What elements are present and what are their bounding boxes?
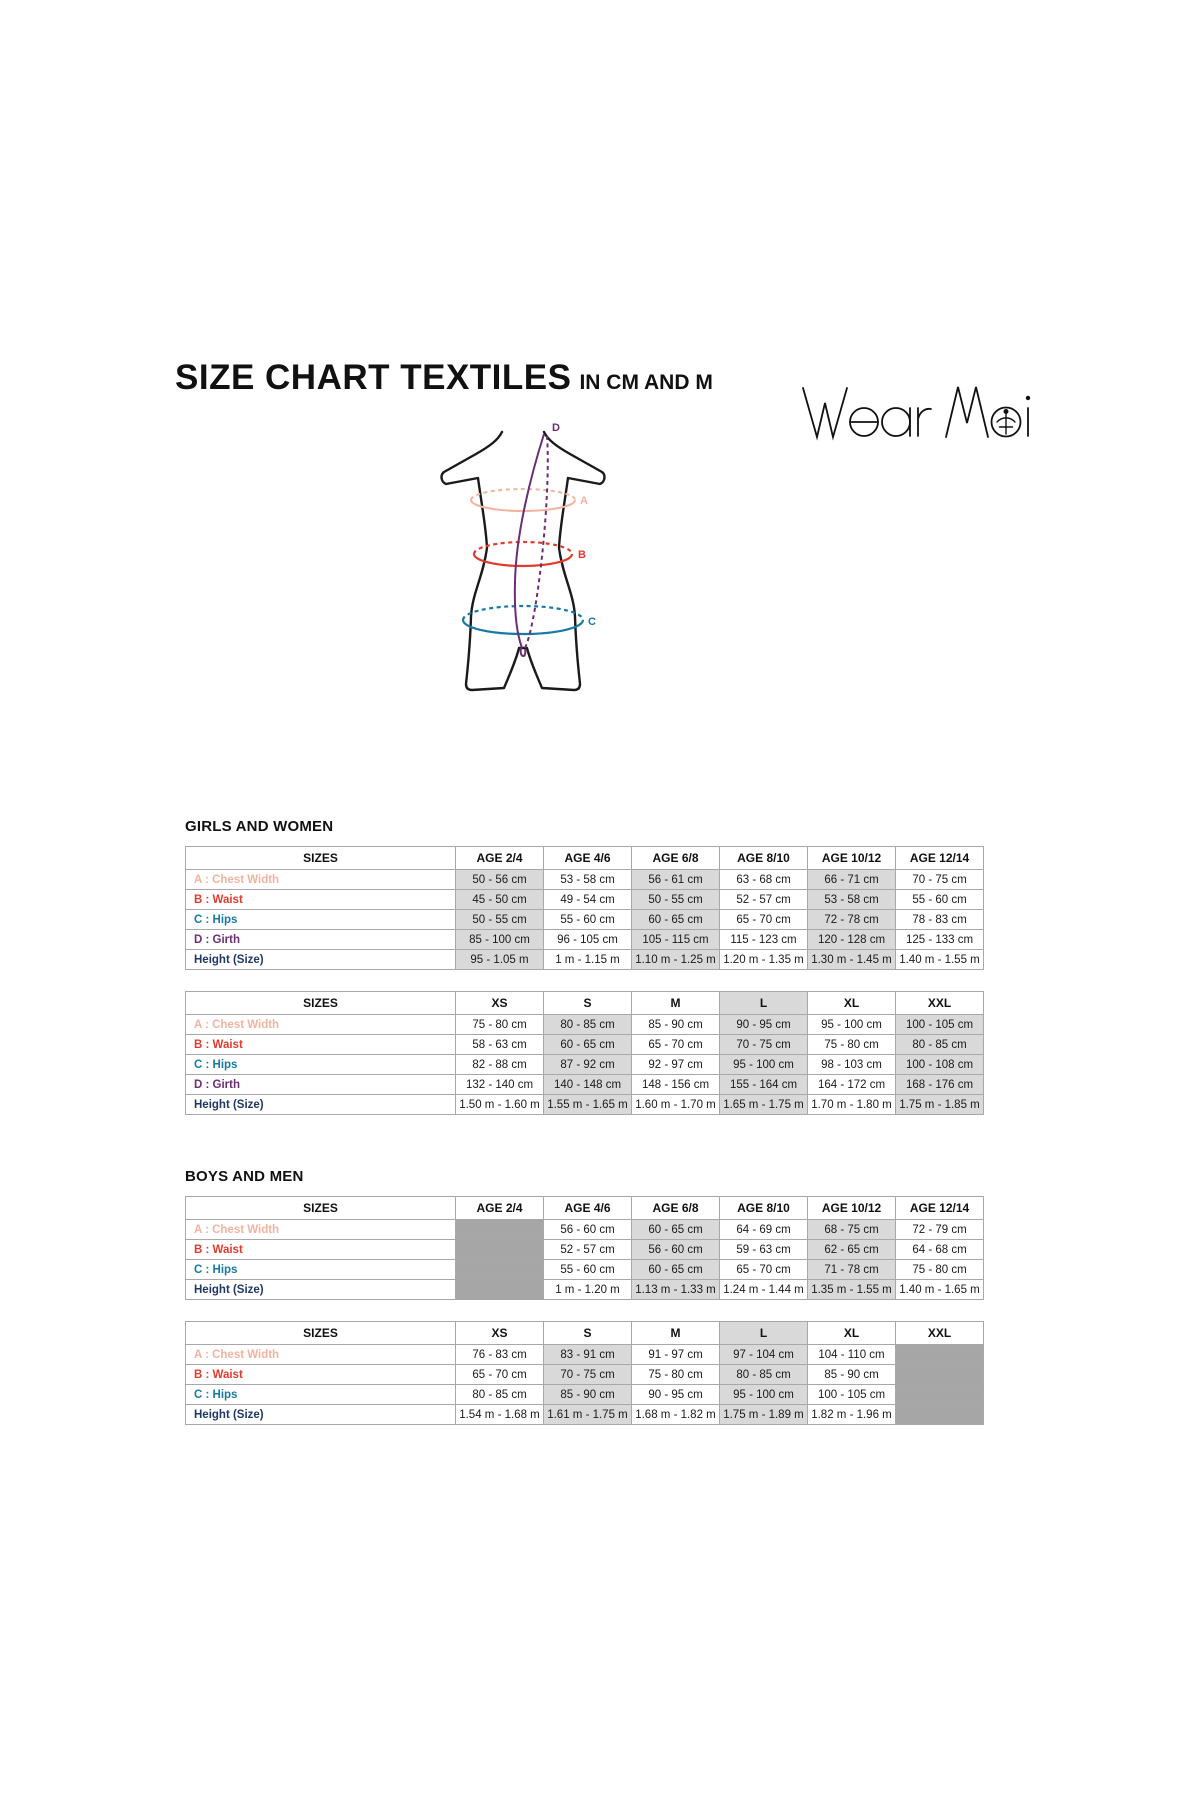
value-cell: 92 - 97 cm xyxy=(632,1055,720,1075)
value-cell: 1.10 m - 1.25 m xyxy=(632,950,720,970)
value-cell: 1 m - 1.15 m xyxy=(544,950,632,970)
value-cell: 63 - 68 cm xyxy=(720,870,808,890)
girth-label: D xyxy=(552,422,560,434)
logo-letter-w xyxy=(803,388,847,437)
value-cell: 1.68 m - 1.82 m xyxy=(632,1405,720,1425)
value-cell: 56 - 61 cm xyxy=(632,870,720,890)
value-cell: 155 - 164 cm xyxy=(720,1075,808,1095)
value-cell: 1.60 m - 1.70 m xyxy=(632,1095,720,1115)
column-header-cell: XXL xyxy=(896,1322,984,1345)
value-cell: 75 - 80 cm xyxy=(896,1260,984,1280)
column-header-cell: XL xyxy=(808,992,896,1015)
value-cell: 50 - 55 cm xyxy=(456,910,544,930)
value-cell: 1.30 m - 1.45 m xyxy=(808,950,896,970)
value-cell: 52 - 57 cm xyxy=(720,890,808,910)
value-cell: 85 - 90 cm xyxy=(632,1015,720,1035)
value-cell: 1.50 m - 1.60 m xyxy=(456,1095,544,1115)
value-cell: 56 - 60 cm xyxy=(632,1240,720,1260)
value-cell xyxy=(896,1365,984,1385)
value-cell: 1.13 m - 1.33 m xyxy=(632,1280,720,1300)
value-cell: 80 - 85 cm xyxy=(896,1035,984,1055)
row-label: A : Chest Width xyxy=(186,1345,456,1365)
value-cell: 52 - 57 cm xyxy=(544,1240,632,1260)
table-row xyxy=(186,910,984,930)
row-label: A : Chest Width xyxy=(186,1220,456,1240)
column-header-cell: AGE 6/8 xyxy=(632,1197,720,1220)
value-cell: 100 - 105 cm xyxy=(896,1015,984,1035)
value-cell: 148 - 156 cm xyxy=(632,1075,720,1095)
value-cell: 60 - 65 cm xyxy=(632,1260,720,1280)
section-heading-girls: GIRLS AND WOMEN xyxy=(185,818,334,835)
waist-label: B xyxy=(578,549,586,561)
row-label: A : Chest Width xyxy=(186,1015,456,1035)
table-row xyxy=(186,1365,984,1385)
sizes-header-cell: SIZES xyxy=(186,847,456,870)
table-row xyxy=(186,950,984,970)
value-cell: 1.40 m - 1.55 m xyxy=(896,950,984,970)
value-cell: 100 - 105 cm xyxy=(808,1385,896,1405)
row-label: C : Hips xyxy=(186,910,456,930)
value-cell: 105 - 115 cm xyxy=(632,930,720,950)
value-cell: 132 - 140 cm xyxy=(456,1075,544,1095)
value-cell: 53 - 58 cm xyxy=(808,890,896,910)
table-row xyxy=(186,870,984,890)
sizes-header-cell: SIZES xyxy=(186,1322,456,1345)
table-row xyxy=(186,930,984,950)
value-cell: 45 - 50 cm xyxy=(456,890,544,910)
value-cell: 71 - 78 cm xyxy=(808,1260,896,1280)
column-header-cell: XL xyxy=(808,1322,896,1345)
page-title: SIZE CHART TEXTILES xyxy=(175,358,572,397)
value-cell: 53 - 58 cm xyxy=(544,870,632,890)
value-cell: 80 - 85 cm xyxy=(720,1365,808,1385)
logo-letter-a xyxy=(882,408,910,436)
column-header-cell: M xyxy=(632,1322,720,1345)
row-label: B : Waist xyxy=(186,1035,456,1055)
value-cell: 87 - 92 cm xyxy=(544,1055,632,1075)
value-cell: 85 - 100 cm xyxy=(456,930,544,950)
value-cell: 1.65 m - 1.75 m xyxy=(720,1095,808,1115)
column-header-cell: XXL xyxy=(896,992,984,1015)
logo-letter-r xyxy=(918,408,931,436)
value-cell: 95 - 100 cm xyxy=(808,1015,896,1035)
women-sizes-table xyxy=(185,991,984,1115)
section-boys-and-men xyxy=(185,1168,985,1425)
body-outline xyxy=(442,432,605,690)
brand-logo-svg xyxy=(800,380,1060,444)
section-girls-and-women xyxy=(185,818,985,1115)
value-cell: 104 - 110 cm xyxy=(808,1345,896,1365)
brand-logo xyxy=(800,380,1060,444)
value-cell xyxy=(456,1260,544,1280)
value-cell: 50 - 56 cm xyxy=(456,870,544,890)
chest-label: A xyxy=(580,495,588,507)
value-cell: 1.75 m - 1.85 m xyxy=(896,1095,984,1115)
value-cell: 1.54 m - 1.68 m xyxy=(456,1405,544,1425)
sizes-header-cell: SIZES xyxy=(186,1197,456,1220)
sizes-header-cell: SIZES xyxy=(186,992,456,1015)
header-row xyxy=(186,992,984,1015)
value-cell: 96 - 105 cm xyxy=(544,930,632,950)
value-cell: 1 m - 1.20 m xyxy=(544,1280,632,1300)
chest-ellipse xyxy=(471,489,575,511)
value-cell: 65 - 70 cm xyxy=(720,910,808,930)
value-cell: 100 - 108 cm xyxy=(896,1055,984,1075)
value-cell: 95 - 100 cm xyxy=(720,1385,808,1405)
column-header-cell: AGE 8/10 xyxy=(720,1197,808,1220)
column-header-cell: AGE 4/6 xyxy=(544,1197,632,1220)
row-label: A : Chest Width xyxy=(186,870,456,890)
table-row xyxy=(186,1220,984,1240)
table-row xyxy=(186,1095,984,1115)
row-label: C : Hips xyxy=(186,1260,456,1280)
row-label: Height (Size) xyxy=(186,1405,456,1425)
value-cell: 1.82 m - 1.96 m xyxy=(808,1405,896,1425)
value-cell: 1.75 m - 1.89 m xyxy=(720,1405,808,1425)
value-cell: 80 - 85 cm xyxy=(544,1015,632,1035)
value-cell: 1.35 m - 1.55 m xyxy=(808,1280,896,1300)
column-header-cell: AGE 2/4 xyxy=(456,1197,544,1220)
row-label: B : Waist xyxy=(186,1365,456,1385)
column-header-cell: XS xyxy=(456,992,544,1015)
table-row xyxy=(186,1260,984,1280)
value-cell xyxy=(896,1385,984,1405)
value-cell: 60 - 65 cm xyxy=(632,1220,720,1240)
value-cell: 64 - 68 cm xyxy=(896,1240,984,1260)
value-cell: 70 - 75 cm xyxy=(896,870,984,890)
boys-ages-table xyxy=(185,1196,984,1300)
table-row xyxy=(186,1015,984,1035)
value-cell: 90 - 95 cm xyxy=(632,1385,720,1405)
row-label: B : Waist xyxy=(186,1240,456,1260)
table-row xyxy=(186,1385,984,1405)
row-label: Height (Size) xyxy=(186,1280,456,1300)
column-header-cell: AGE 12/14 xyxy=(896,847,984,870)
row-label: D : Girth xyxy=(186,930,456,950)
value-cell: 62 - 65 cm xyxy=(808,1240,896,1260)
table-row xyxy=(186,1405,984,1425)
value-cell: 80 - 85 cm xyxy=(456,1385,544,1405)
column-header-cell: AGE 12/14 xyxy=(896,1197,984,1220)
value-cell: 78 - 83 cm xyxy=(896,910,984,930)
table-row xyxy=(186,1345,984,1365)
value-cell: 65 - 70 cm xyxy=(632,1035,720,1055)
value-cell: 90 - 95 cm xyxy=(720,1015,808,1035)
table-row xyxy=(186,1240,984,1260)
value-cell: 66 - 71 cm xyxy=(808,870,896,890)
measurement-diagram-svg xyxy=(428,422,628,712)
column-header-cell: AGE 10/12 xyxy=(808,847,896,870)
value-cell: 82 - 88 cm xyxy=(456,1055,544,1075)
girls-ages-table xyxy=(185,846,984,970)
value-cell xyxy=(456,1240,544,1260)
value-cell: 168 - 176 cm xyxy=(896,1075,984,1095)
value-cell: 55 - 60 cm xyxy=(896,890,984,910)
column-header-cell: S xyxy=(544,1322,632,1345)
value-cell: 1.24 m - 1.44 m xyxy=(720,1280,808,1300)
column-header-cell: XS xyxy=(456,1322,544,1345)
hips-ellipse xyxy=(463,606,583,634)
value-cell: 83 - 91 cm xyxy=(544,1345,632,1365)
logo-letter-m xyxy=(946,387,988,437)
value-cell: 64 - 69 cm xyxy=(720,1220,808,1240)
value-cell: 68 - 75 cm xyxy=(808,1220,896,1240)
column-header-cell: AGE 4/6 xyxy=(544,847,632,870)
value-cell: 56 - 60 cm xyxy=(544,1220,632,1240)
value-cell: 95 - 100 cm xyxy=(720,1055,808,1075)
value-cell: 115 - 123 cm xyxy=(720,930,808,950)
value-cell: 75 - 80 cm xyxy=(808,1035,896,1055)
value-cell: 1.55 m - 1.65 m xyxy=(544,1095,632,1115)
table-row xyxy=(186,890,984,910)
value-cell: 75 - 80 cm xyxy=(456,1015,544,1035)
value-cell xyxy=(896,1405,984,1425)
measurement-diagram xyxy=(428,422,628,712)
row-label: D : Girth xyxy=(186,1075,456,1095)
value-cell: 95 - 1.05 m xyxy=(456,950,544,970)
page-subtitle: IN CM AND M xyxy=(579,371,713,394)
value-cell: 1.40 m - 1.65 m xyxy=(896,1280,984,1300)
value-cell: 91 - 97 cm xyxy=(632,1345,720,1365)
value-cell: 164 - 172 cm xyxy=(808,1075,896,1095)
row-label: Height (Size) xyxy=(186,950,456,970)
column-header-cell: L xyxy=(720,1322,808,1345)
value-cell xyxy=(896,1345,984,1365)
value-cell: 70 - 75 cm xyxy=(720,1035,808,1055)
column-header-cell: AGE 6/8 xyxy=(632,847,720,870)
value-cell: 97 - 104 cm xyxy=(720,1345,808,1365)
section-heading-boys: BOYS AND MEN xyxy=(185,1168,304,1185)
row-label: B : Waist xyxy=(186,890,456,910)
page-header xyxy=(175,358,713,398)
table-row xyxy=(186,1035,984,1055)
header-row xyxy=(186,1322,984,1345)
row-label: C : Hips xyxy=(186,1055,456,1075)
value-cell: 55 - 60 cm xyxy=(544,1260,632,1280)
value-cell: 85 - 90 cm xyxy=(544,1385,632,1405)
column-header-cell: AGE 8/10 xyxy=(720,847,808,870)
column-header-cell: S xyxy=(544,992,632,1015)
dancer-icon xyxy=(997,410,1015,434)
value-cell: 125 - 133 cm xyxy=(896,930,984,950)
men-sizes-table xyxy=(185,1321,984,1425)
girth-line xyxy=(515,434,548,656)
value-cell: 58 - 63 cm xyxy=(456,1035,544,1055)
value-cell: 140 - 148 cm xyxy=(544,1075,632,1095)
value-cell: 120 - 128 cm xyxy=(808,930,896,950)
column-header-cell: AGE 2/4 xyxy=(456,847,544,870)
value-cell: 70 - 75 cm xyxy=(544,1365,632,1385)
header-row xyxy=(186,847,984,870)
value-cell: 59 - 63 cm xyxy=(720,1240,808,1260)
column-header-cell: AGE 10/12 xyxy=(808,1197,896,1220)
value-cell: 98 - 103 cm xyxy=(808,1055,896,1075)
row-label: Height (Size) xyxy=(186,1095,456,1115)
column-header-cell: M xyxy=(632,992,720,1015)
header-row xyxy=(186,1197,984,1220)
value-cell: 1.20 m - 1.35 m xyxy=(720,950,808,970)
value-cell: 1.61 m - 1.75 m xyxy=(544,1405,632,1425)
waist-ellipse xyxy=(474,542,572,566)
table-row xyxy=(186,1280,984,1300)
value-cell: 50 - 55 cm xyxy=(632,890,720,910)
table-row xyxy=(186,1075,984,1095)
value-cell: 85 - 90 cm xyxy=(808,1365,896,1385)
value-cell: 72 - 78 cm xyxy=(808,910,896,930)
column-header-cell: L xyxy=(720,992,808,1015)
table-row xyxy=(186,1055,984,1075)
hips-label: C xyxy=(588,616,596,628)
value-cell: 75 - 80 cm xyxy=(632,1365,720,1385)
value-cell: 55 - 60 cm xyxy=(544,910,632,930)
value-cell xyxy=(456,1280,544,1300)
value-cell: 65 - 70 cm xyxy=(720,1260,808,1280)
value-cell: 49 - 54 cm xyxy=(544,890,632,910)
value-cell: 1.70 m - 1.80 m xyxy=(808,1095,896,1115)
value-cell: 60 - 65 cm xyxy=(544,1035,632,1055)
row-label: C : Hips xyxy=(186,1385,456,1405)
value-cell: 65 - 70 cm xyxy=(456,1365,544,1385)
value-cell: 76 - 83 cm xyxy=(456,1345,544,1365)
value-cell: 72 - 79 cm xyxy=(896,1220,984,1240)
value-cell: 60 - 65 cm xyxy=(632,910,720,930)
value-cell xyxy=(456,1220,544,1240)
